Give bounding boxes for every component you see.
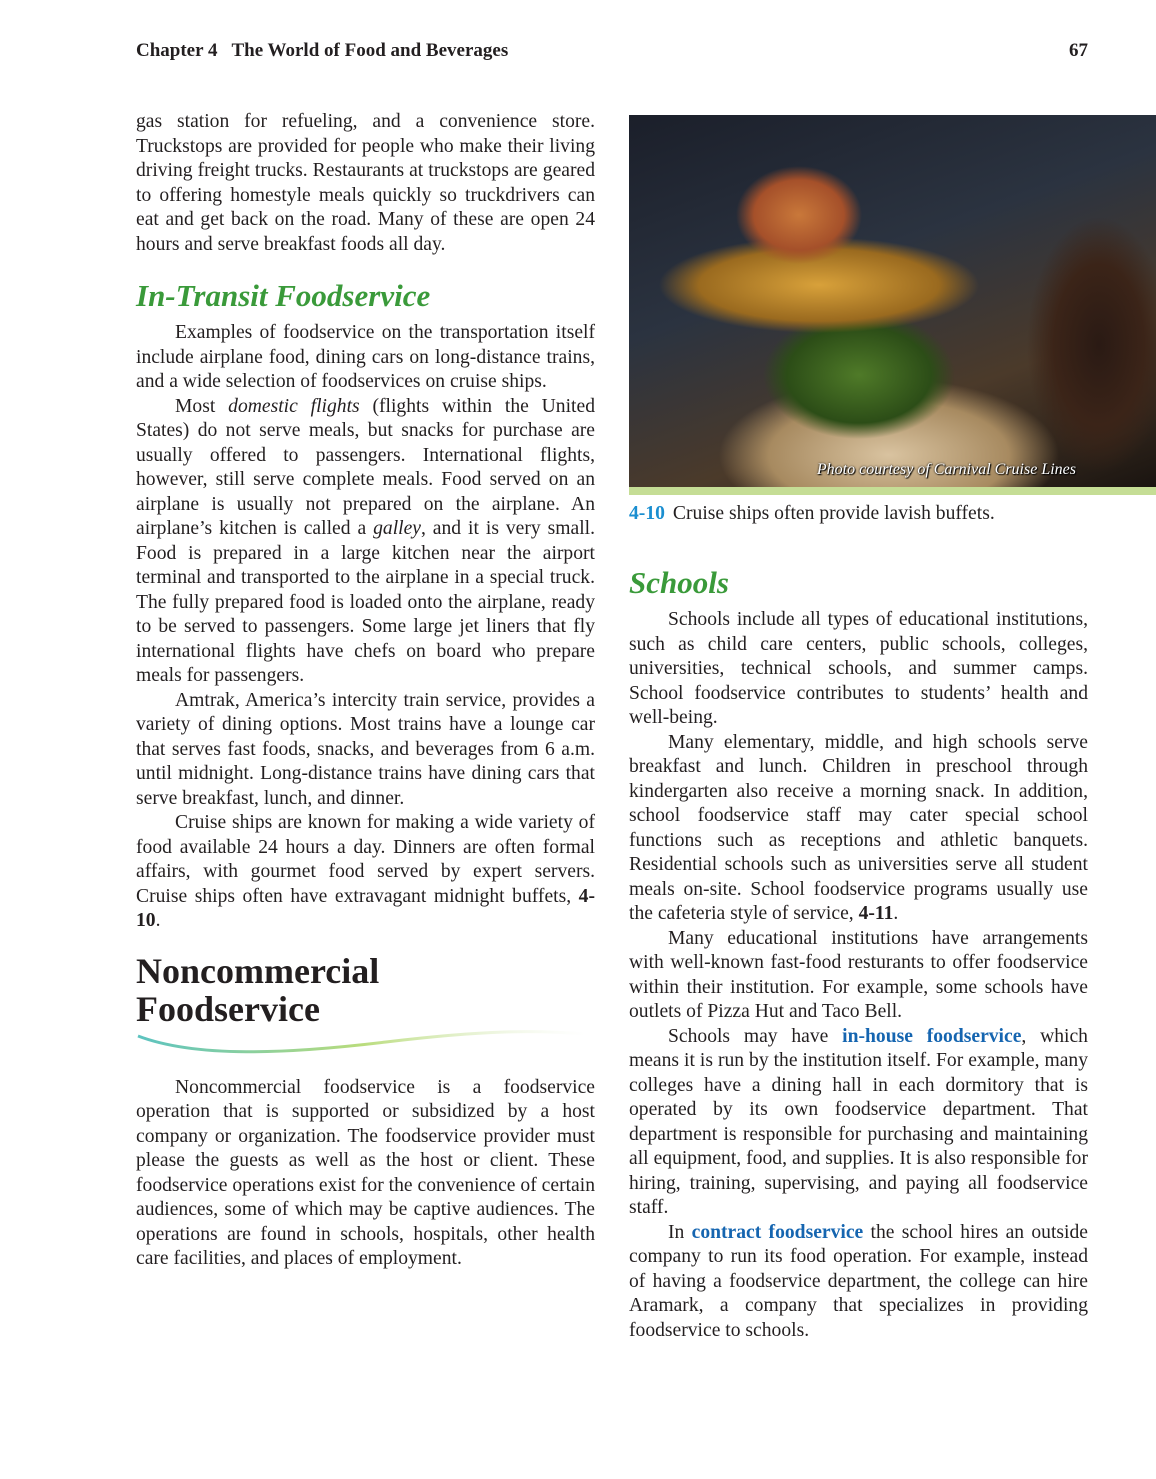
heading-line: Noncommercial — [136, 950, 380, 991]
paragraph — [629, 731, 1088, 927]
paragraph: gas station for refueling, and a convenience store. Truckstops are provided for people who make their living driving freight trucks. Restaurants at truckstops are geared to offering homestyle meals quickly so truckdrivers can eat and get back on the road. Many of these are open 24 hours and serve breakfast foods all day. — [136, 111, 595, 255]
term-italic: galley — [373, 518, 421, 539]
chapter-name: The World of Food and Beverages — [231, 40, 509, 61]
text: , which means it is run by the institution itself. For example, many colleges have a dining hall in each dormitory that is operated by its own foodservice department. That department is responsible for purchasing and maintaining all equipment, food, and supplies. It is also responsible for hiring, training, supervising, and paying all foodservice staff. — [629, 1025, 1088, 1218]
text: Many elementary, middle, and high schools serve breakfast and lunch. Children in preschool through kindergarten also receive a morning snack. In addition, school foodservice staff may cater special school functions such as receptions and athletic banquets. Residential schools such as universities serve all student meals on-site. School foodservice programs usually use the cafeteria style of service, — [629, 731, 1088, 924]
text: Schools may have — [668, 1025, 843, 1047]
paragraph: Amtrak, America’s intercity train service, provides a variety of dining options. Most trains have a lounge car that serves fast foods, snacks, and beverages from 6 a.m. until midnight. Long-distance trains have dining cars that serve breakfast, lunch, and dinner. — [136, 689, 595, 809]
buffet-photo — [629, 115, 1156, 487]
figure-reference: 4-10 — [136, 885, 595, 931]
text: the school hires an outside company to run its food operation. For example, instead of having a foodservice department, the college can hire Aramark, a company that specializes in providing foodservice to schools. — [629, 1221, 1088, 1341]
chapter-label: Chapter 4 — [136, 40, 218, 61]
heading-line: Foodservice — [136, 988, 320, 1029]
text: . — [155, 910, 161, 931]
paragraph — [136, 811, 595, 934]
paragraph: Many educational institutions have arrangements with well-known fast-food resturants to offer foodservice within their institution. For example, some schools have outlets of Pizza Hut and Taco Bell. — [629, 927, 1088, 1022]
chapter-title — [136, 40, 508, 62]
text: (flights within the United States) do not serve meals, but snacks for purchase are usually offered to passengers. International flights, however, still serve complete meals. Food served on an airplane is usually not prepared on the airplane. An airplane’s kitchen is called a — [136, 395, 595, 539]
caption-text: Cruise ships often provide lavish buffets. — [672, 503, 995, 524]
text: In — [668, 1221, 692, 1243]
paragraph — [136, 395, 595, 689]
figure-reference: 4-11 — [858, 903, 894, 924]
paragraph: Schools include all types of educational institutions, such as child care centers, public schools, colleges, universities, technical schools, and summer camps. School foodservice contributes to students’ health and well-being. — [629, 609, 1088, 728]
heading-noncommercial — [136, 952, 595, 1028]
page-number: 67 — [1069, 40, 1088, 61]
paragraph: Noncommercial foodservice is a foodservice operation that is supported or subsidized by a host company or organization. The foodservice provider must please the guests as well as the host or client. These foodservice operations exist for the convenience of certain audiences, some of which may be captive audiences. The operations are found in schools, hospitals, other health care facilities, and places of employment. — [136, 1076, 595, 1269]
figure-caption — [629, 503, 995, 525]
heading-in-transit: In-Transit Foodservice — [136, 278, 431, 313]
right-column — [629, 608, 1088, 1343]
key-term: contract foodservice — [691, 1221, 864, 1243]
figure-number: 4-10 — [629, 503, 665, 524]
term-italic: domestic flights — [228, 395, 360, 417]
text: . — [893, 903, 899, 924]
paragraph: Examples of foodservice on the transportation itself include airplane food, dining cars on long-distance trains, and a wide selection of foodservices on cruise ships. — [136, 322, 595, 392]
paragraph — [629, 1221, 1088, 1344]
text: Most — [175, 395, 229, 417]
paragraph — [629, 1025, 1088, 1221]
key-term: in-house foodservice — [842, 1025, 1022, 1047]
running-header — [136, 40, 1088, 62]
decorative-swoosh — [136, 1028, 595, 1064]
left-column — [136, 110, 595, 1272]
text: Cruise ships are known for making a wide variety of food available 24 hours a day. Dinners are often formal affairs, with gourmet food served by expert servers. Cruise ships often have extravagant midnight buffets, — [136, 812, 595, 907]
photo-credit: Photo courtesy of Carnival Cruise Lines — [816, 461, 1076, 478]
heading-schools: Schools — [629, 565, 729, 600]
text: , and it is very small. Food is prepared in a large kitchen near the airport terminal and transported to the airplane in a special truck. The fully prepared food is loaded onto the airplane, ready to be served to passengers. Some large jet liners that fly international flights have chefs on board who prepare meals for passengers. — [136, 518, 595, 686]
photo-band — [629, 487, 1156, 495]
